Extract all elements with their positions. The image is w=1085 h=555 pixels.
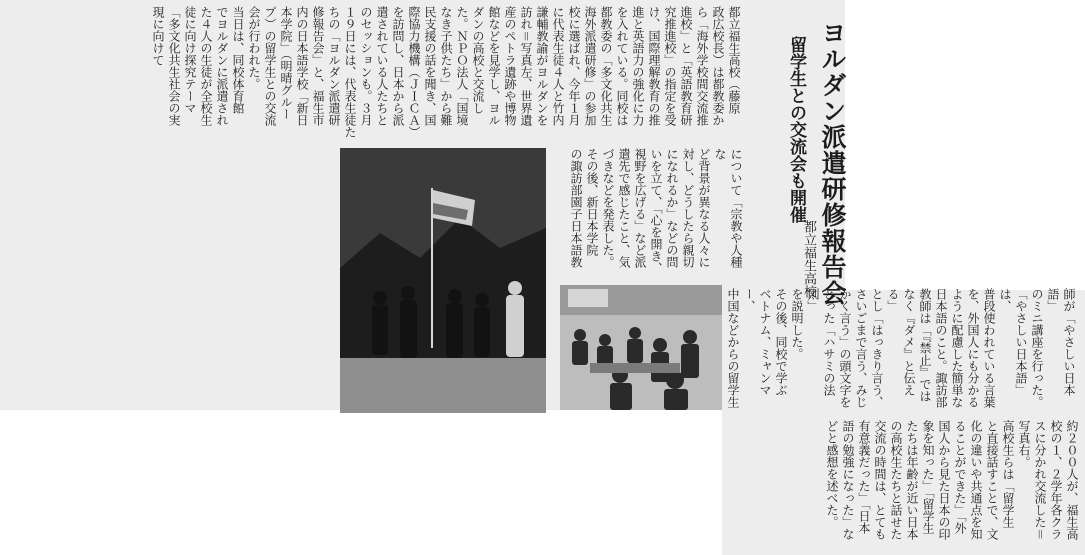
group-photo-icon — [340, 148, 546, 413]
article-column-2: について「宗教や人種な ど背景が異なる人々に 対し、どうしたら親切 になれるか」などの問 いを立て、「心を開き、 視野を広げる」など派 遣先で感じたこと、気 づきなどを発表した。 その後、新日本学院 の諏訪部園子日本語教 — [569, 148, 743, 274]
article-column-3: 師が「やさしい日本語」 のミニ講座を行った。 「やさしい日本語」は、 普段使われている言葉 を、外国人にも分かる ように配慮した簡単な 日本語のこと。諏訪部 教師は「『禁止』では なく『ダメ』と伝える」 とし「はっきり言う、 さいごまで言う、みじ かく言う」の頭文字を とった「ハサミの法則」 を説明した。 その後、同校で学ぶ ベトナム、ミャンマー、 中国などからの留学生 — [726, 288, 1076, 408]
headline: ヨルダン派遣研修報告会 — [818, 20, 847, 306]
article-column-4: 約２００人が、福生高 校の１、２学年各クラ スに分かれ交流した＝ 写真右。 高校生らは「留学生 と直接話すことで、文 化の違いや共通点を知 ることができた」「外 国人から見た日本の印 象を知った」「留学生 たちは年齢が近い日本 の高校生たちと話せた 交流の時間は、とても 有意義だった」「日本 語の勉強になった」な どと感想を述べた。 — [825, 420, 1079, 540]
classroom-photo-icon — [560, 285, 722, 410]
photo-left — [340, 148, 546, 413]
photo-right — [560, 285, 722, 410]
subheadline: 留学生との交流会も開催 — [786, 36, 806, 223]
byline: 都立福生高校 — [801, 220, 816, 298]
article-column-1: 都立福生高校（藤原 政広校長）は都教委か ら「海外学校間交流推 進校」と「英語教育研 究推進校」の指定を受 け、国際理解教育の推 進と英語力の強化に力 を入れている。同校は 都教委の「多文化共生 海外派遣研修」の参加 校に選ばれ、今年１月 に代表生徒４人と竹内 謙輔教諭がヨルダンを 訪れ＝写真左、世界遺 産のペトラ遺跡や博物 館などを見学し、ヨル ダンの高校と交流し た。ＮＰＯ法人「国境 なき子供たち」から難 民支援の話を聞き、国 際協力機構（ＪＩＣＡ） を訪問し、日本から派 遣されている人たちと のセッションも。３月 １９日には、代表生徒た ちの「ヨルダン派遣研 修報告会」と、福生市 内の日本語学校「新日 本学院」（明晴グルー プ）の留学生との交流 会が行われた。 当日は、同校体育館 でヨルダンに派遣され た４人の生徒が全校生 徒に向け探究テーマ 「多文化共生社会の実 現に向けて — [151, 6, 741, 138]
